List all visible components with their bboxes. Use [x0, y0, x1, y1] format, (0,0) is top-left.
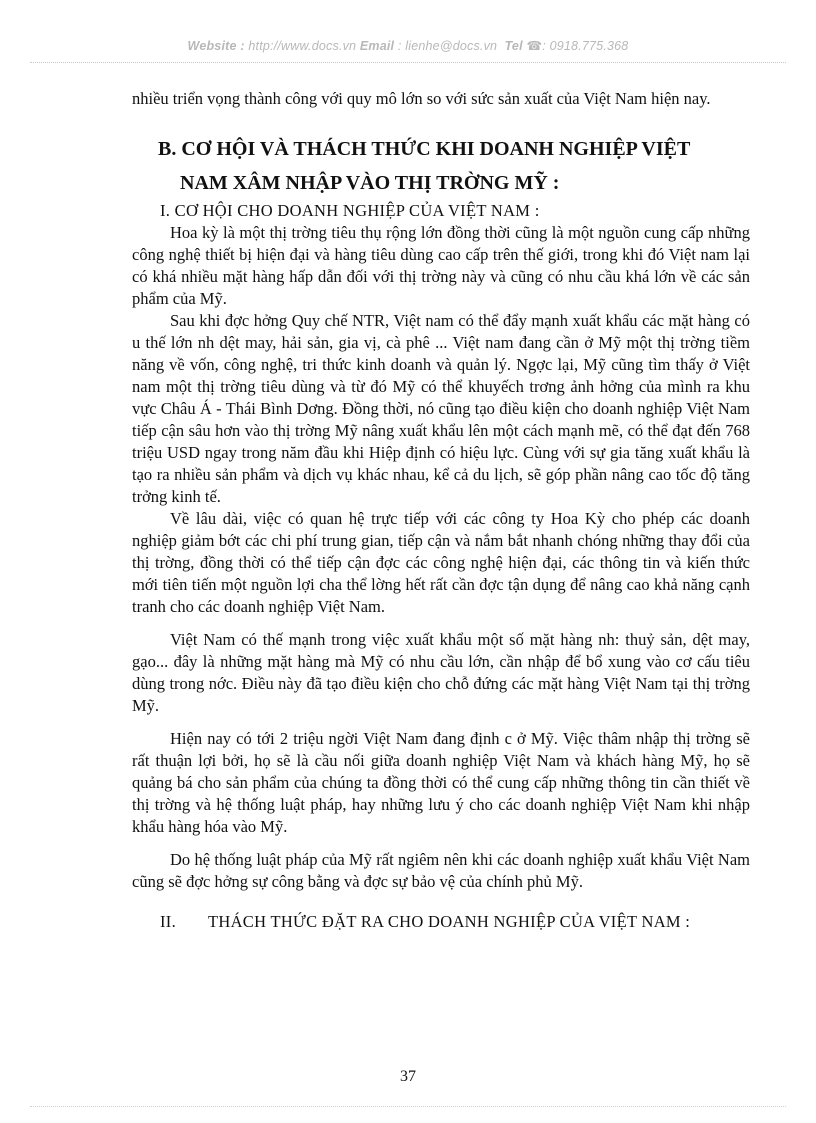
- paragraph-3: Về lâu dài, việc có quan hệ trực tiếp với các công ty Hoa Kỳ cho phép các doanh nghiệp giảm bớt các chi phí trung gian, tiếp cận và nắm bắt nhanh chóng những thay đổi của thị trờng, đồng thời có thể tiếp cận đợc các công nghệ hiện đại, các thông tin và kiến thức mới tiên tiến một nguồn lợi cha thể lờng hết rất cần đợc tận dụng để nâng cao khả năng cạnh tranh cho các doanh nghiệp Việt Nam.: [132, 509, 750, 616]
- phone-icon: ☎: [526, 39, 543, 53]
- page-header: [0, 38, 816, 53]
- paragraph-4: Việt Nam có thế mạnh trong việc xuất khẩu một số mặt hàng nh: thuỷ sản, dệt may, gạo... đây là những mặt hàng mà Mỹ có nhu cầu lớn, cần nhập để bổ xung vào cơ cấu tiêu dùng trong nớc. Điều này đã tạo điều kiện cho chỗ đứng các mặt hàng Việt Nam tại thị trờng Mỹ.: [132, 630, 750, 715]
- section-i-heading: I. CƠ HỘI CHO DOANH NGHIỆP CỦA VIỆT NAM :: [160, 201, 540, 220]
- footer-divider: [30, 1106, 786, 1107]
- section-b-line2: NAM XÂM NHẬP VÀO THỊ TRỜNG MỸ :: [180, 172, 560, 194]
- paragraph-2: Sau khi đợc hởng Quy chế NTR, Việt nam có thể đẩy mạnh xuất khẩu các mặt hàng có u thế lớn nh dệt may, hải sản, gia vị, cà phê ... Việt nam đang cần ở Mỹ một thị trờng tiềm năng về vốn, công nghệ, tri thức kinh doanh và quản lý. Ngợc lại, Mỹ cũng tìm thấy ở Việt nam một thị trờng tiêu dùng và từ đó Mỹ có thể khuyếch trơng ảnh hởng của mình ra khu vực Châu Á - Thái Bình Dơng. Đồng thời, nó cũng tạo điều kiện cho doanh nghiệp Việt Nam tiếp cận sâu hơn vào thị trờng Mỹ nâng xuất khẩu lên một cách mạnh mẽ, có thể đạt đến 768 triệu USD ngay trong năm đầu khi Hiệp định có hiệu lực. Cùng với sự gia tăng xuất khẩu là tạo ra nhiều sản phẩm và dịch vụ khác nhau, kể cả du lịch, sẽ góp phần nâng cao tốc độ tăng trởng kinh tế.: [132, 311, 750, 506]
- website-label: Website :: [187, 39, 245, 53]
- page-number: 37: [400, 1068, 416, 1085]
- section-ii-number: II.: [160, 912, 177, 931]
- email-label: Email: [359, 39, 395, 53]
- paragraph-5: Hiện nay có tới 2 triệu ngời Việt Nam đang định c ở Mỹ. Việc thâm nhập thị trờng sẽ rất thuận lợi bởi, họ sẽ là cầu nối giữa doanh nghiệp Việt Nam và khách hàng Mỹ, họ sẽ quảng bá cho sản phẩm của chúng ta đồng thời có thể cung cấp những thông tin cần thiết về thị trờng và hệ thống luật pháp, hay những lưu ý cho các doanh nghiệp Việt Nam khi nhập khẩu hàng hóa vào Mỹ.: [132, 729, 750, 836]
- section-ii-heading: [160, 911, 750, 933]
- section-b-heading: [158, 132, 750, 200]
- paragraph-6: Do hệ thống luật pháp của Mỹ rất ngiêm nên khi các doanh nghiệp xuất khẩu Việt Nam cũng sẽ đợc hởng sự công bằng và đợc sự bảo vệ của chính phủ Mỹ.: [132, 850, 750, 891]
- paragraph-continued: nhiều triển vọng thành công với quy mô lớn so với sức sản xuất của Việt Nam hiện nay.: [132, 89, 711, 108]
- page-body: [132, 88, 750, 933]
- website-url[interactable]: http://www.docs.vn: [248, 39, 357, 53]
- tel-number: : 0918.775.368: [542, 39, 629, 53]
- section-ii-title: THÁCH THỨC ĐẶT RA CHO DOANH NGHIỆP CỦA VIỆT NAM :: [208, 912, 691, 931]
- paragraph-1: Hoa kỳ là một thị trờng tiêu thụ rộng lớn đồng thời cũng là một nguồn cung cấp những công nghệ thiết bị hiện đại và hàng tiêu dùng cao cấp trên thế giới, trong khi đó Việt nam lại có khá nhiều mặt hàng hấp dẫn đối với thị trờng này và cũng có nhu cầu khá lớn về các sản phẩm của Mỹ.: [132, 223, 750, 308]
- email-address[interactable]: : lienhe@docs.vn: [397, 39, 498, 53]
- tel-label: Tel: [504, 39, 523, 53]
- section-b-line1: B. CƠ HỘI VÀ THÁCH THỨC KHI DOANH NGHIỆP VIỆT: [158, 138, 691, 160]
- header-divider: [30, 62, 786, 63]
